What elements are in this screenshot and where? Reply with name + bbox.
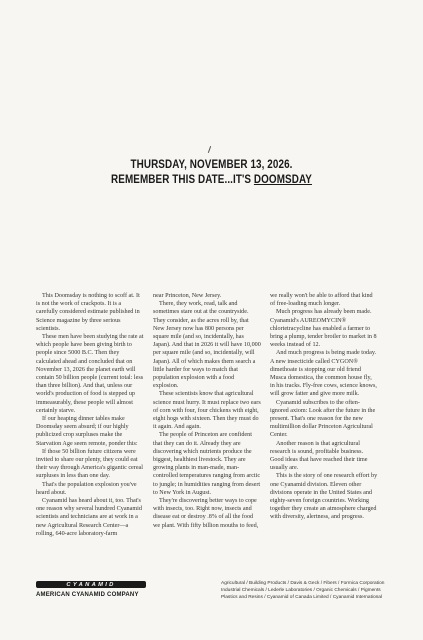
headline-prefix: REMEMBER THIS DATE...IT'S — [111, 174, 254, 186]
headline-doomsday — [30, 174, 394, 186]
headline-doomsday-word: DOOMSDAY — [253, 174, 312, 186]
paragraph: These men have been studying the rate at which people have been giving birth to people since 5000 B.C. Then they calculated ahead and concluded that on November 13, 2026 the planet earth will contain 50 billion people (current total: less than three billion). And that, unless our world's production of food is stepped up immeasurably, these people will almost certainly starve. — [36, 334, 144, 414]
paragraph: This is the story of one research effort by one Cyanamid division. Eleven other divisions operate in the United States and eighty-seven foreign countries. Working together they create an atmosphere charged with diversity, alertness, and progress. — [270, 473, 378, 521]
logo-text: CYANAMID — [66, 581, 116, 588]
paragraph: They're discovering better ways to cope with insects, too. Right now, insects and disease eat or destroy .8% of all the food we plant. With fifty billion mouths to feed, — [153, 498, 259, 529]
paragraph: And much progress is being made today. A new insecticide called CYGON® dimethoate is stopping our old friend Musca domestica, the common house fly, in his tracks. Fly-free cows, science knows, will grow fatter and give more milk. — [270, 350, 377, 398]
cyanamid-logo — [36, 581, 146, 592]
paragraph: There, they work, read, talk and sometimes stare out at the countryside. They consider, as the acres roll by, that New Jersey now has 800 persons per square mile (and so, incidentally, has Japan). And that in 2026 it will have 10,000 per square mile (and so, incidentally, will Japan). All of which makes them search a little harder for ways to match that population explosion with a food explosion. — [153, 301, 261, 390]
paragraph: If those 50 billion future citizens were invited to share our plenty, they could eat their way through America's gigantic cereal surpluses in less than one day. — [36, 448, 143, 480]
column-left — [36, 292, 144, 538]
headline-date: THURSDAY, NOVEMBER 13, 2026. — [130, 159, 293, 171]
divisions-line: Plastics and Resins / Cyanamid of Canada Limited / Cyanamid International — [221, 595, 383, 600]
paragraph: we really won't be able to afford that kind of free-loading much longer. — [270, 293, 373, 308]
paragraph: Another reason is that agricultural research is sound, profitable business. Good ideas that have reached their time usually are. — [270, 440, 368, 472]
column-middle — [153, 292, 261, 530]
paragraph: These scientists know that agricultural science must hurry. It must replace two ears of corn with four, four chickens with eight, eight hogs with sixteen. Then they must do it again. And again. — [153, 391, 261, 431]
divisions-line: Industrial Chemicals / Lederle Laboratories / Organic Chemicals / Pigments — [221, 588, 381, 593]
paragraph: This Doomsday is nothing to scoff at. It is not the work of crackpots. It is a carefully considered estimate published in Science magazine by three serious scientists. — [36, 293, 140, 332]
paragraph: The people of Princeton are confident that they can do it. Already they are discovering which nutrients produce the biggest, healthiest livestock. They are growing plants in man-made, man-controlled temperatures ranging from arctic to jungle; in humidities ranging from desert to New York in August. — [153, 432, 261, 496]
divisions-line: Agricultural / Building Products / Davis & Geck / Fibers / Formica Corporation — [221, 581, 385, 586]
paragraph: If our heaping dinner tables make Doomsday seem absurd; if our highly publicized crop surpluses make the Starvation Age seem remote, ponder this: — [36, 416, 138, 447]
divisions-list — [221, 580, 391, 601]
column-right — [270, 292, 378, 522]
paragraph: That's the population explosion you've heard about. — [36, 481, 137, 496]
paragraph: near Princeton, New Jersey. — [153, 293, 222, 299]
pen-mark — [208, 146, 211, 153]
company-name: AMERICAN CYANAMID COMPANY — [36, 592, 139, 598]
logo-bar — [36, 581, 146, 588]
paragraph: Cyanamid has heard about it, too. That's one reason why several hundred Cyanamid scientists and technicians are at work in a new Agricultural Research Center—a rolling, 640-acre laboratory-farm — [36, 498, 142, 537]
paragraph: Cyanamid subscribes to the often-ignored axiom: Look after the future in the present. That's one reason for the new multimillion dollar Princeton Agricultural Center. — [270, 399, 376, 439]
paragraph: Much progress has already been made. Cyanamid's AUREOMYCIN® chlortetracycline has enabled a farmer to bring a plump, tender broiler to market in 8 weeks instead of 12. — [270, 309, 377, 349]
